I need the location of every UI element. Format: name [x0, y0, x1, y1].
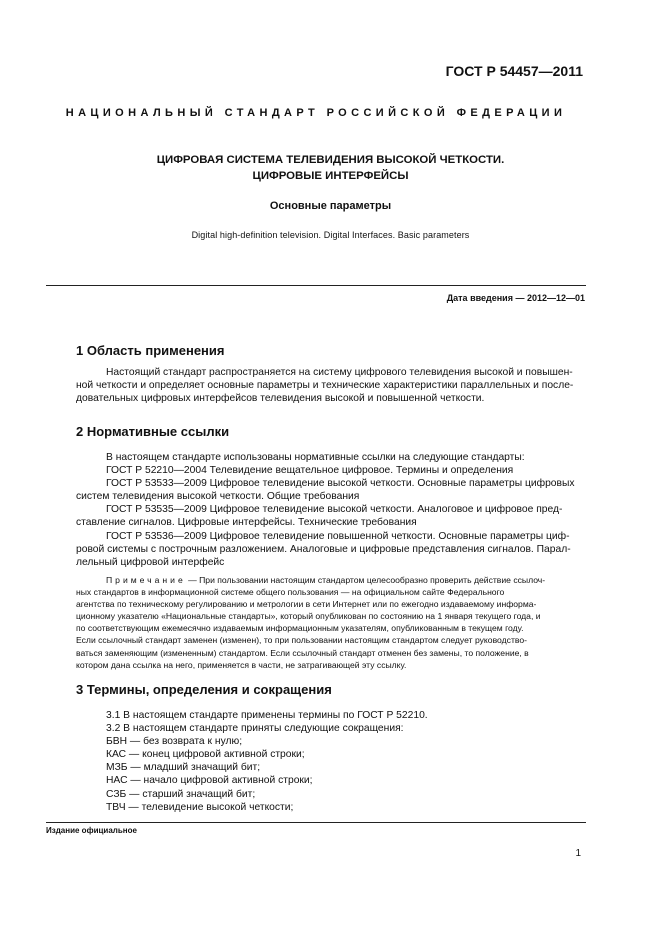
section-2-body: [76, 451, 586, 569]
document-title-line1: ЦИФРОВАЯ СИСТЕМА ТЕЛЕВИДЕНИЯ ВЫСОКОЙ ЧЕТКОСТИ.: [156, 154, 505, 166]
note-line: ционному указателю «Национальные стандарты», который опубликован по состоянию на 1 января текущего года, и: [76, 611, 541, 622]
note-text: — При пользовании настоящим стандартом целесообразно проверить действие ссылоч-: [185, 575, 546, 585]
reference-line: систем телевидения высокой четкости. Общие требования: [76, 491, 360, 503]
section-3-heading: 3 Термины, определения и сокращения: [76, 682, 332, 697]
note-line: [76, 574, 586, 586]
page-number: 1: [575, 848, 581, 859]
text-line: В настоящем стандарте использованы нормативные ссылки на следующие стандарты:: [106, 452, 525, 463]
footer-divider: [46, 822, 586, 823]
document-subtitle: Основные параметры: [269, 200, 392, 212]
reference-line: лельный цифровой интерфейс: [76, 556, 225, 568]
section-2-heading: 2 Нормативные ссылки: [76, 424, 230, 439]
document-title-line2: ЦИФРОВЫЕ ИНТЕРФЕЙСЫ: [252, 170, 409, 182]
note-label: Примечание: [106, 575, 186, 585]
text-line: довательных цифровых интерфейсов телевидения высокой и повышенной четкости.: [76, 393, 485, 405]
note-line: ных стандартов в информационной системе общего пользования — на официальном сайте Федерального: [76, 587, 505, 598]
note-block: [76, 574, 586, 671]
abbreviation-line: ТВЧ — телевидение высокой четкости;: [106, 801, 294, 813]
edition-label: Издание официальное: [46, 826, 137, 835]
text-line: 3.1 В настоящем стандарте применены термины по ГОСТ Р 52210.: [106, 710, 428, 721]
reference-line: ГОСТ Р 53535—2009 Цифровое телевидение высокой четкости. Аналоговое и цифровое пред-: [106, 504, 563, 516]
section-1-body: [76, 366, 586, 405]
english-title: Digital high-definition television. Digital Interfaces. Basic parameters: [191, 230, 470, 240]
section-3-body: [76, 709, 586, 814]
abbreviation-line: МЗБ — младший значащий бит;: [106, 762, 261, 774]
note-line: Если ссылочный стандарт заменен (изменен), то при пользовании настоящим стандартом следует руководство-: [76, 635, 527, 646]
reference-line: ГОСТ Р 53533—2009 Цифровое телевидение высокой четкости. Основные параметры цифровых: [106, 478, 575, 490]
note-line: ваться заменяющим (измененным) стандартом. Если ссылочный стандарт отменен без замены, то положение, в: [76, 647, 529, 658]
abbreviation-line: НАС — начало цифровой активной строки;: [106, 775, 313, 787]
abbreviation-line: КАС — конец цифровой активной строки;: [106, 749, 305, 761]
reference-line: ГОСТ Р 52210—2004 Телевидение вещательное цифровое. Термины и определения: [106, 465, 514, 477]
abbreviation-line: БВН — без возврата к нулю;: [106, 736, 243, 748]
header-divider: [46, 285, 586, 286]
introduction-date: Дата введения — 2012—12—01: [446, 293, 585, 303]
national-standard-heading: НАЦИОНАЛЬНЫЙ СТАНДАРТ РОССИЙСКОЙ ФЕДЕРАЦИИ: [65, 107, 567, 119]
text-line: Настоящий стандарт распространяется на систему цифрового телевидения высокой и повышен-: [106, 367, 573, 378]
text-line: ной четкости и определяет основные параметры и технические характеристики параллельных и после-: [76, 380, 574, 392]
note-line: по соответствующим ежемесячно издаваемым информационным указателям, опубликованным в текущем году.: [76, 623, 524, 634]
reference-line: ГОСТ Р 53536—2009 Цифровое телевидение повышенной четкости. Основные параметры циф-: [106, 530, 570, 542]
text-line: 3.2 В настоящем стандарте приняты следующие сокращения:: [106, 723, 404, 735]
reference-line: ставление сигналов. Цифровые интерфейсы. Технические требования: [76, 517, 417, 529]
note-line: котором дана ссылка на него, применяется в части, не затрагивающей эту ссылку.: [76, 659, 407, 670]
section-1-heading: 1 Область применения: [76, 343, 225, 358]
reference-line: ровой системы с построчным разложением. Аналоговые и цифровые представления сигналов. Парал-: [76, 543, 571, 555]
abbreviation-line: СЗБ — старший значащий бит;: [106, 788, 256, 800]
document-code: ГОСТ Р 54457—2011: [445, 63, 583, 79]
note-line: агентства по техническому регулированию и метрологии в сети Интернет или по ежегодно издаваемому информа-: [76, 599, 537, 610]
